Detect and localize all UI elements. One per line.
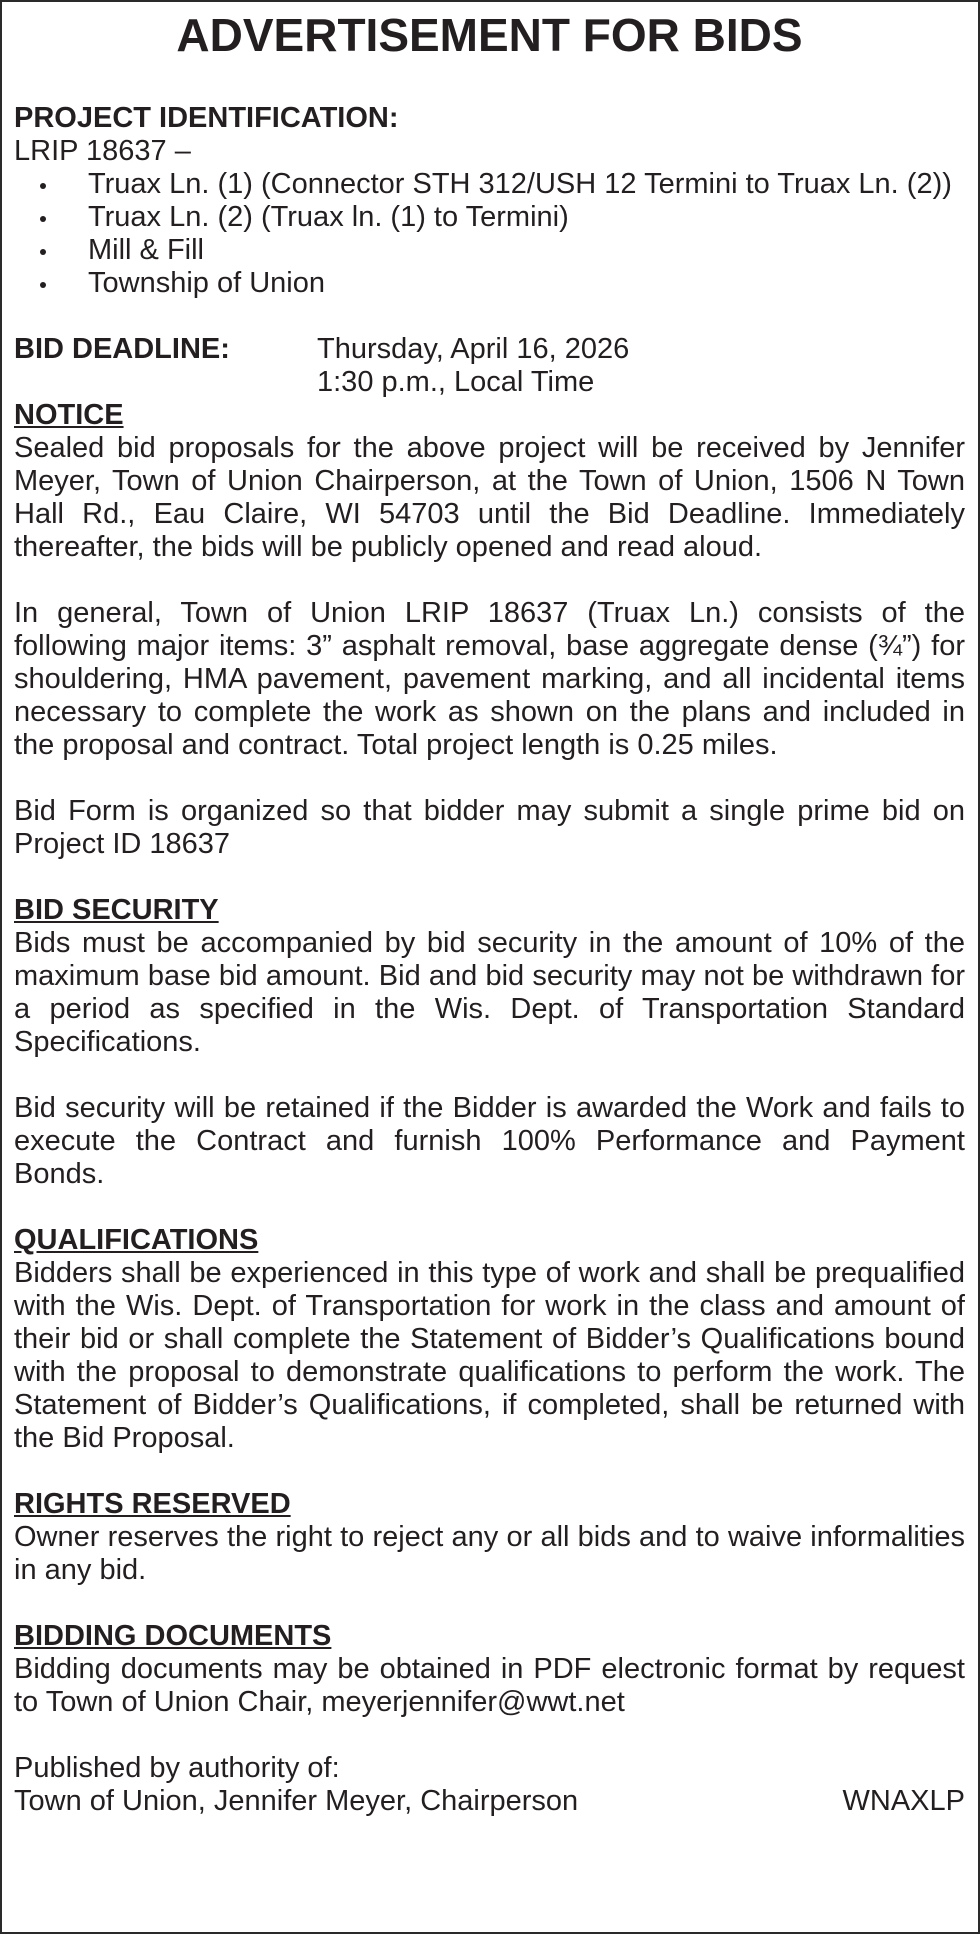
publication-code: WNAXLP [842, 1785, 965, 1817]
list-item: Mill & Fill [14, 234, 965, 267]
bid-security-paragraph-1: Bids must be accompanied by bid security in the amount of 10% of the maximum base bid amount. Bid and bid security may not be withdrawn for a period as specified in the Wis. Dept. of Transportation Standard Specifications. [14, 927, 965, 1058]
list-item: Truax Ln. (1) (Connector STH 312/USH 12 Termini to Truax Ln. (2)) [14, 168, 965, 201]
bid-deadline-time: 1:30 p.m., Local Time [317, 366, 595, 398]
bidding-documents-paragraph: Bidding documents may be obtained in PDF electronic format by request to Town of Union Chair, meyerjennifer@wwt.net [14, 1653, 965, 1718]
published-by-label: Published by authority of: [14, 1752, 340, 1784]
qualifications-heading: QUALIFICATIONS [14, 1224, 259, 1256]
project-lrip: LRIP 18637 – [14, 135, 191, 167]
publication-row [14, 1785, 965, 1818]
bid-deadline-date: Thursday, April 16, 2026 [317, 333, 630, 365]
list-item: Township of Union [14, 267, 965, 300]
notice-paragraph-3: Bid Form is organized so that bidder may submit a single prime bid on Project ID 18637 [14, 795, 965, 860]
publication-authority: Town of Union, Jennifer Meyer, Chairperson [14, 1785, 579, 1817]
notice-heading: NOTICE [14, 399, 124, 431]
advertisement-title: ADVERTISEMENT FOR BIDS [176, 9, 803, 61]
project-items-list [14, 168, 965, 300]
rights-reserved-heading: RIGHTS RESERVED [14, 1488, 291, 1520]
bid-security-paragraph-2: Bid security will be retained if the Bidder is awarded the Work and fails to execute the Contract and furnish 100% Performance and Payment Bonds. [14, 1092, 965, 1190]
bid-deadline-label: BID DEADLINE: [14, 333, 230, 365]
bid-security-heading: BID SECURITY [14, 894, 219, 926]
notice-paragraph-2: In general, Town of Union LRIP 18637 (Truax Ln.) consists of the following major items: 3” asphalt removal, base aggregate dense (¾”) for shouldering, HMA pavement, pavement marking, and all incidental items necessary to complete the work as shown on the plans and included in the proposal and contract. Total project length is 0.25 miles. [14, 597, 965, 761]
rights-reserved-paragraph: Owner reserves the right to reject any or all bids and to waive informalities in any bid. [14, 1521, 965, 1586]
bid-deadline [14, 333, 965, 399]
list-item: Truax Ln. (2) (Truax ln. (1) to Termini) [14, 201, 965, 234]
advertisement-content [14, 2, 965, 1818]
qualifications-paragraph: Bidders shall be experienced in this type of work and shall be prequalified with the Wis. Dept. of Transportation for work in the class and amount of their bid or shall complete the Statement of Bidder’s Qualifications bound with the proposal to demonstrate qualifications to perform the work. The Statement of Bidder’s Qualifications, if completed, shall be returned with the Bid Proposal. [14, 1257, 965, 1454]
project-identification-label: PROJECT IDENTIFICATION: [14, 102, 399, 134]
notice-paragraph-1: Sealed bid proposals for the above project will be received by Jennifer Meyer, Town of Union Chairperson, at the Town of Union, 1506 N Town Hall Rd., Eau Claire, WI 54703 until the Bid Deadline. Immediately thereafter, the bids will be publicly opened and read aloud. [14, 432, 965, 563]
bidding-documents-heading: BIDDING DOCUMENTS [14, 1620, 332, 1652]
bid-deadline-dates [317, 333, 629, 399]
